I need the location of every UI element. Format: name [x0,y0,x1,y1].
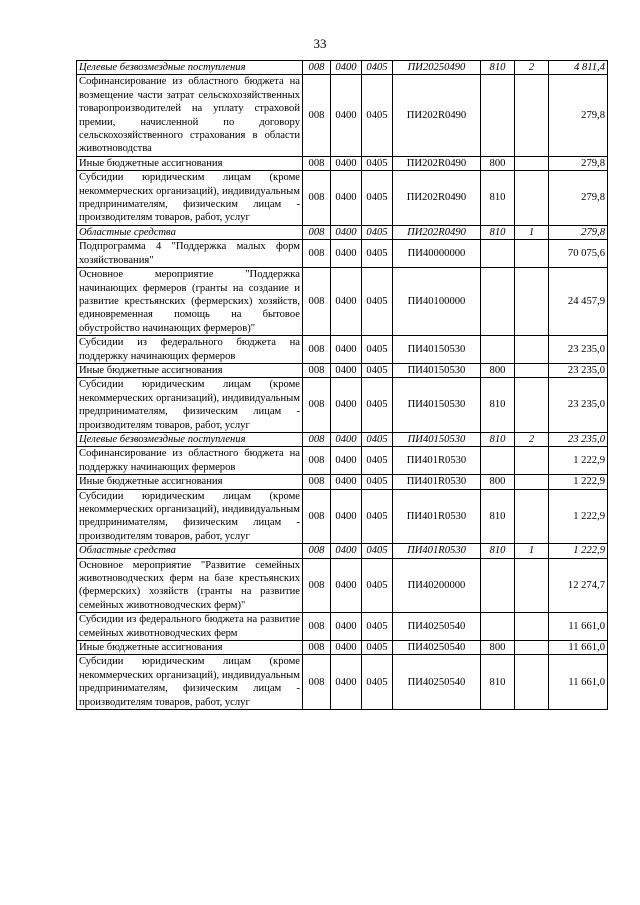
table-row [77,336,608,364]
cell-name: Целевые безвозмездные поступления [77,432,303,446]
cell-target-article: ПИ40100000 [393,268,481,336]
cell-subsection: 0405 [362,432,393,446]
cell-subsection: 0405 [362,655,393,710]
cell-amount: 279,8 [549,75,608,156]
cell-expense-kind: 810 [481,432,515,446]
cell-funding-code [515,447,549,475]
cell-expense-kind: 800 [481,363,515,377]
cell-funding-code [515,171,549,226]
cell-section: 0400 [331,544,362,558]
cell-subsection: 0405 [362,225,393,239]
cell-ministry-code: 008 [303,268,331,336]
cell-ministry-code: 008 [303,447,331,475]
cell-subsection: 0405 [362,268,393,336]
cell-subsection: 0405 [362,544,393,558]
cell-expense-kind [481,336,515,364]
cell-amount: 279,8 [549,156,608,170]
cell-amount: 24 457,9 [549,268,608,336]
table-row [77,613,608,641]
cell-ministry-code: 008 [303,225,331,239]
cell-amount: 11 661,0 [549,655,608,710]
cell-ministry-code: 008 [303,75,331,156]
cell-section: 0400 [331,641,362,655]
cell-subsection: 0405 [362,378,393,433]
table-row [77,225,608,239]
cell-ministry-code: 008 [303,475,331,489]
cell-target-article: ПИ40150530 [393,378,481,433]
cell-name: Основное мероприятие "Поддержка начинающих фермеров (гранты на создание и развитие крестьянских (фермерских) хозяйств, единовременная помощь на бытовое обустройство начинающих фермеров)" [77,268,303,336]
table-row [77,171,608,226]
cell-target-article: ПИ202R0490 [393,225,481,239]
cell-section: 0400 [331,475,362,489]
cell-target-article: ПИ20250490 [393,61,481,75]
cell-target-article: ПИ202R0490 [393,171,481,226]
cell-ministry-code: 008 [303,613,331,641]
table-row [77,363,608,377]
table-row [77,378,608,433]
cell-funding-code [515,475,549,489]
cell-funding-code [515,489,549,544]
table-row [77,432,608,446]
cell-ministry-code: 008 [303,558,331,613]
cell-ministry-code: 008 [303,61,331,75]
cell-amount: 1 222,9 [549,475,608,489]
cell-subsection: 0405 [362,75,393,156]
cell-amount: 11 661,0 [549,613,608,641]
cell-amount: 11 661,0 [549,641,608,655]
cell-name: Иные бюджетные ассигнования [77,641,303,655]
cell-name: Субсидии юридическим лицам (кроме некоммерческих организаций), индивидуальным предпринимателям, физическим лицам - производителям товаров, работ, услуг [77,655,303,710]
cell-subsection: 0405 [362,156,393,170]
table-row [77,447,608,475]
cell-amount: 12 274,7 [549,558,608,613]
table-row [77,655,608,710]
cell-section: 0400 [331,240,362,268]
cell-target-article: ПИ401R0530 [393,447,481,475]
cell-funding-code: 1 [515,544,549,558]
cell-expense-kind [481,268,515,336]
cell-ministry-code: 008 [303,336,331,364]
cell-section: 0400 [331,378,362,433]
table-row [77,61,608,75]
cell-amount: 70 075,6 [549,240,608,268]
cell-ministry-code: 008 [303,544,331,558]
cell-expense-kind: 800 [481,156,515,170]
cell-target-article: ПИ401R0530 [393,489,481,544]
cell-amount: 23 235,0 [549,336,608,364]
cell-target-article: ПИ202R0490 [393,156,481,170]
cell-amount: 279,8 [549,171,608,226]
cell-expense-kind: 810 [481,544,515,558]
cell-name: Основное мероприятие "Развитие семейных животноводческих ферм на базе крестьянских (фермерских) хозяйств (гранты на развитие семейных животноводческих ферм)" [77,558,303,613]
cell-subsection: 0405 [362,363,393,377]
cell-funding-code [515,558,549,613]
cell-expense-kind [481,75,515,156]
table-row [77,641,608,655]
table-row [77,75,608,156]
cell-amount: 23 235,0 [549,378,608,433]
table-row [77,240,608,268]
cell-section: 0400 [331,613,362,641]
cell-name: Субсидии юридическим лицам (кроме некоммерческих организаций), индивидуальным предпринимателям, физическим лицам - производителям товаров, работ, услуг [77,489,303,544]
cell-expense-kind [481,558,515,613]
cell-ministry-code: 008 [303,641,331,655]
cell-funding-code [515,378,549,433]
cell-name: Целевые безвозмездные поступления [77,61,303,75]
cell-subsection: 0405 [362,240,393,268]
cell-subsection: 0405 [362,61,393,75]
cell-amount: 1 222,9 [549,489,608,544]
cell-section: 0400 [331,156,362,170]
cell-funding-code [515,363,549,377]
table-row [77,544,608,558]
cell-amount: 1 222,9 [549,447,608,475]
cell-expense-kind: 810 [481,655,515,710]
cell-funding-code: 2 [515,61,549,75]
cell-section: 0400 [331,558,362,613]
cell-ministry-code: 008 [303,363,331,377]
cell-name: Областные средства [77,544,303,558]
cell-name: Областные средства [77,225,303,239]
table-row [77,268,608,336]
cell-name: Иные бюджетные ассигнования [77,475,303,489]
cell-ministry-code: 008 [303,171,331,226]
cell-section: 0400 [331,489,362,544]
cell-amount: 279,8 [549,225,608,239]
cell-ministry-code: 008 [303,378,331,433]
cell-target-article: ПИ40150530 [393,336,481,364]
cell-subsection: 0405 [362,613,393,641]
cell-subsection: 0405 [362,558,393,613]
cell-funding-code: 2 [515,432,549,446]
cell-subsection: 0405 [362,171,393,226]
cell-section: 0400 [331,655,362,710]
cell-funding-code: 1 [515,225,549,239]
cell-expense-kind: 810 [481,378,515,433]
cell-expense-kind [481,447,515,475]
cell-expense-kind: 810 [481,225,515,239]
cell-subsection: 0405 [362,475,393,489]
cell-name: Подпрограмма 4 "Поддержка малых форм хозяйствования" [77,240,303,268]
cell-name: Субсидии из федерального бюджета на поддержку начинающих фермеров [77,336,303,364]
cell-target-article: ПИ40250540 [393,655,481,710]
table-row [77,489,608,544]
cell-target-article: ПИ40000000 [393,240,481,268]
cell-expense-kind: 800 [481,475,515,489]
cell-expense-kind: 810 [481,61,515,75]
cell-section: 0400 [331,336,362,364]
cell-target-article: ПИ40200000 [393,558,481,613]
cell-funding-code [515,613,549,641]
table-row [77,558,608,613]
cell-funding-code [515,156,549,170]
cell-name: Субсидии юридическим лицам (кроме некоммерческих организаций), индивидуальным предпринимателям, физическим лицам - производителям товаров, работ, услуг [77,171,303,226]
cell-ministry-code: 008 [303,432,331,446]
cell-expense-kind [481,240,515,268]
table-row [77,475,608,489]
cell-name: Софинансирование из областного бюджета на возмещение части затрат сельскохозяйственных товаропроизводителей на уплату страховой премии, начисленной по договору сельскохозяйственного страхования в области животноводства [77,75,303,156]
cell-target-article: ПИ40150530 [393,363,481,377]
cell-expense-kind: 800 [481,641,515,655]
cell-name: Субсидии из федерального бюджета на развитие семейных животноводческих ферм [77,613,303,641]
cell-section: 0400 [331,171,362,226]
cell-name: Иные бюджетные ассигнования [77,156,303,170]
cell-target-article: ПИ401R0530 [393,544,481,558]
cell-section: 0400 [331,225,362,239]
cell-amount: 23 235,0 [549,432,608,446]
cell-section: 0400 [331,75,362,156]
cell-subsection: 0405 [362,489,393,544]
cell-amount: 23 235,0 [549,363,608,377]
cell-section: 0400 [331,447,362,475]
cell-subsection: 0405 [362,447,393,475]
cell-section: 0400 [331,268,362,336]
budget-table-body [77,61,608,710]
cell-amount: 4 811,4 [549,61,608,75]
cell-target-article: ПИ202R0490 [393,75,481,156]
cell-funding-code [515,268,549,336]
cell-name: Софинансирование из областного бюджета на поддержку начинающих фермеров [77,447,303,475]
cell-funding-code [515,240,549,268]
cell-target-article: ПИ40250540 [393,641,481,655]
cell-funding-code [515,655,549,710]
cell-name: Субсидии юридическим лицам (кроме некоммерческих организаций), индивидуальным предпринимателям, физическим лицам - производителям товаров, работ, услуг [77,378,303,433]
cell-ministry-code: 008 [303,240,331,268]
cell-section: 0400 [331,363,362,377]
cell-target-article: ПИ40150530 [393,432,481,446]
cell-subsection: 0405 [362,336,393,364]
cell-ministry-code: 008 [303,655,331,710]
budget-table [76,60,608,710]
cell-funding-code [515,641,549,655]
cell-amount: 1 222,9 [549,544,608,558]
cell-target-article: ПИ401R0530 [393,475,481,489]
cell-name: Иные бюджетные ассигнования [77,363,303,377]
cell-expense-kind [481,613,515,641]
cell-subsection: 0405 [362,641,393,655]
cell-section: 0400 [331,61,362,75]
page-number: 33 [313,36,327,51]
cell-target-article: ПИ40250540 [393,613,481,641]
cell-expense-kind: 810 [481,489,515,544]
table-row [77,156,608,170]
cell-expense-kind: 810 [481,171,515,226]
cell-section: 0400 [331,432,362,446]
cell-ministry-code: 008 [303,489,331,544]
cell-ministry-code: 008 [303,156,331,170]
cell-funding-code [515,336,549,364]
cell-funding-code [515,75,549,156]
